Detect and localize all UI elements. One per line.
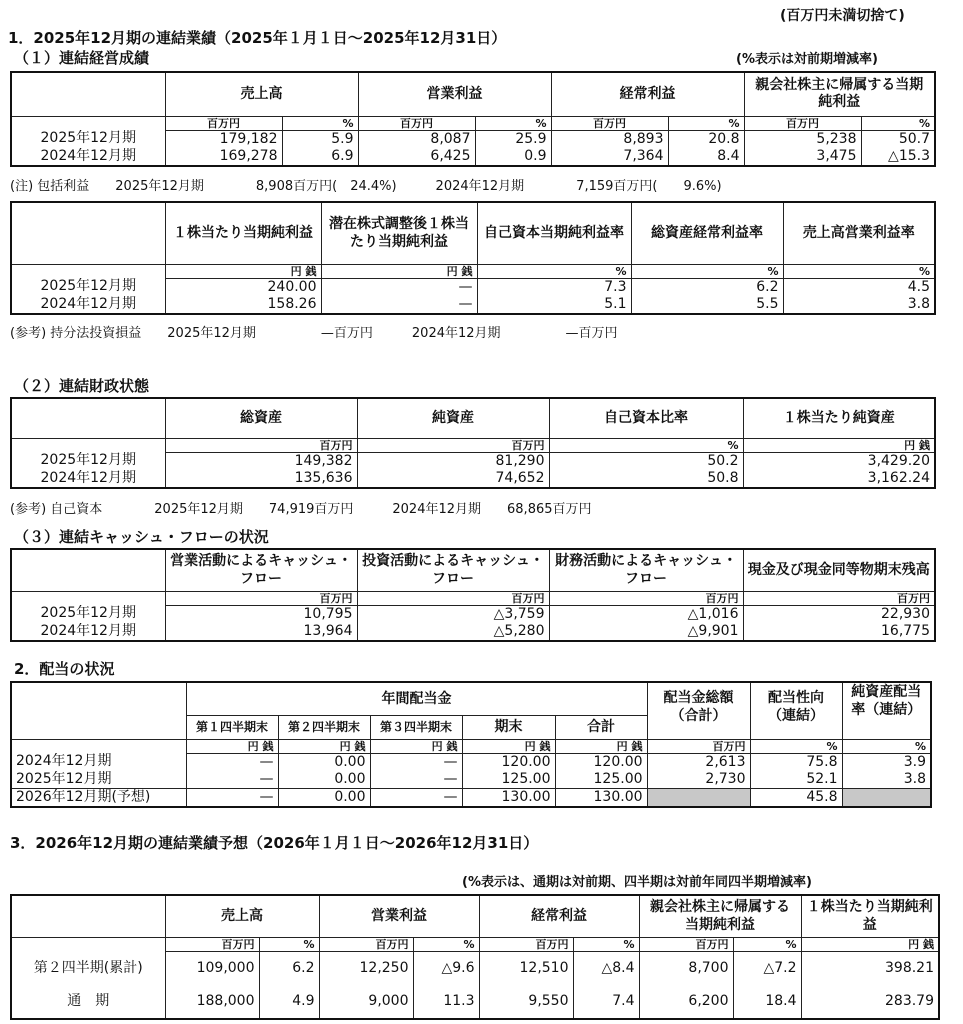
cell: 0.9	[475, 148, 551, 166]
cell: 81,290	[357, 452, 549, 470]
cell: 22,930	[743, 605, 935, 623]
row-label: 2024年12月期	[11, 148, 165, 166]
unit-cell: %	[477, 264, 631, 278]
header-year-end: 期末	[462, 715, 555, 739]
dividends-title: 2．配当の状況	[14, 660, 115, 678]
forecast-pct-note: (%表示は、通期は対前期、四半期は対前年同四半期増減率)	[462, 875, 812, 890]
operating-results-table	[10, 71, 936, 167]
unit-cell: %	[259, 937, 319, 951]
table-row	[11, 470, 935, 488]
financial-position-subtitle: （２）連結財政状態	[14, 377, 150, 395]
unit-cell: 百万円	[647, 739, 750, 753]
row-label: 2024年12月期	[11, 470, 165, 488]
cell: 6,425	[358, 148, 475, 166]
table-row	[11, 771, 931, 789]
cell: 3,429.20	[743, 452, 935, 470]
cell: 0.00	[278, 753, 370, 771]
cell: 3,475	[744, 148, 861, 166]
unit-cell: %	[631, 264, 783, 278]
header-q1: 第１四半期末	[186, 715, 278, 739]
table-row	[11, 951, 939, 985]
equity-method-note: (参考) 持分法投資損益 2025年12月期 —百万円 2024年12月期 —百万円	[10, 326, 618, 341]
header-operating-income: 営業利益	[358, 72, 551, 116]
cell: —	[186, 753, 278, 771]
cell: 179,182	[165, 130, 282, 148]
cell: 4.9	[259, 985, 319, 1019]
unit-cell: 円 銭	[321, 264, 477, 278]
comprehensive-income-note: (注) 包括利益 2025年12月期 8,908百万円( 24.4%) 2024年12月期 7,159百万円( 9.6%)	[10, 179, 722, 194]
section1-title: 1．2025年12月期の連結業績（2025年１月１日～2025年12月31日）	[8, 29, 507, 47]
cell: 50.8	[549, 470, 743, 488]
table-row	[11, 296, 935, 314]
header-eps: １株当たり当期純利益	[165, 202, 321, 264]
cell: 3.8	[842, 771, 931, 789]
cell-shaded	[647, 788, 750, 807]
unit-cell: %	[842, 739, 931, 753]
header-payout-ratio: 配当性向（連結）	[750, 682, 842, 739]
table-row	[11, 788, 931, 807]
unit-cell: 円 銭	[370, 739, 462, 753]
unit-cell: 百万円	[165, 438, 357, 452]
cell: 8,700	[639, 951, 733, 985]
header-blank	[11, 682, 186, 739]
header-net-assets: 純資産	[357, 398, 549, 438]
cell: 9,550	[479, 985, 573, 1019]
header-op-margin: 売上高営業利益率	[783, 202, 935, 264]
forecast-table	[10, 894, 940, 1020]
cell: 74,652	[357, 470, 549, 488]
cell: 9,000	[319, 985, 413, 1019]
table-row	[11, 130, 935, 148]
header-financing-cf: 財務活動によるキャッシュ・フロー	[549, 549, 743, 591]
cell: 10,795	[165, 605, 357, 623]
cell: 50.2	[549, 452, 743, 470]
header-sales: 売上高	[165, 72, 358, 116]
financial-position-table	[10, 397, 936, 489]
cell: 7.4	[573, 985, 639, 1019]
per-share-table	[10, 201, 936, 315]
cell: △1,016	[549, 605, 743, 623]
unit-cell: 百万円	[479, 937, 573, 951]
cell: 3.9	[842, 753, 931, 771]
unit-cell: 円 銭	[555, 739, 647, 753]
cell: —	[186, 771, 278, 789]
header-investing-cf: 投資活動によるキャッシュ・フロー	[357, 549, 549, 591]
unit-cell: 百万円	[165, 937, 259, 951]
cell: 2,613	[647, 753, 750, 771]
cell: —	[321, 278, 477, 296]
cell: 120.00	[555, 753, 647, 771]
unit-cell: 百万円	[165, 591, 357, 605]
row-label: 2024年12月期	[11, 623, 165, 641]
cell: 45.8	[750, 788, 842, 807]
header-ordinary-income: 経常利益	[551, 72, 744, 116]
header-eps: １株当たり当期純利益	[801, 895, 939, 937]
cell: —	[370, 753, 462, 771]
cell: —	[321, 296, 477, 314]
unit-cell: 百万円	[744, 116, 861, 130]
unit-cell: 百万円	[165, 116, 282, 130]
cell: 5.1	[477, 296, 631, 314]
cell: 109,000	[165, 951, 259, 985]
unit-cell: %	[668, 116, 744, 130]
header-blank	[11, 549, 165, 591]
cell: △9,901	[549, 623, 743, 641]
cell: 4.5	[783, 278, 935, 296]
header-ordinary-income: 経常利益	[479, 895, 639, 937]
header-net-income: 親会社株主に帰属する当期純利益	[744, 72, 935, 116]
unit-cell: 百万円	[357, 591, 549, 605]
header-roa: 総資産経常利益率	[631, 202, 783, 264]
cell: 16,775	[743, 623, 935, 641]
cell: 8.4	[668, 148, 744, 166]
unit-cell: %	[282, 116, 358, 130]
row-label: 2025年12月期	[11, 605, 165, 623]
table-row	[11, 753, 931, 771]
cash-flow-table	[10, 548, 936, 642]
header-total-assets: 総資産	[165, 398, 357, 438]
cell: —	[370, 771, 462, 789]
cell: 6,200	[639, 985, 733, 1019]
shareholders-equity-note: (参考) 自己資本 2025年12月期 74,919百万円 2024年12月期 68,865百万円	[10, 502, 592, 517]
header-roe: 自己資本当期純利益率	[477, 202, 631, 264]
cell: 3.8	[783, 296, 935, 314]
unit-cell: %	[733, 937, 801, 951]
cell-shaded	[842, 788, 931, 807]
row-label: 2025年12月期	[11, 278, 165, 296]
cell: 6.9	[282, 148, 358, 166]
cell: 18.4	[733, 985, 801, 1019]
header-dividend-total: 配当金総額（合計）	[647, 682, 750, 739]
dividends-table	[10, 681, 932, 808]
unit-cell: 百万円	[639, 937, 733, 951]
row-label: 2024年12月期	[11, 753, 186, 771]
header-equity-ratio: 自己資本比率	[549, 398, 743, 438]
cell: 5.5	[631, 296, 783, 314]
table-row	[11, 452, 935, 470]
cell: △3,759	[357, 605, 549, 623]
header-doe: 純資産配当率（連結）	[842, 682, 931, 739]
unit-cell: %	[783, 264, 935, 278]
cell: 240.00	[165, 278, 321, 296]
row-label: 2026年12月期(予想)	[11, 788, 186, 807]
cell: 8,893	[551, 130, 668, 148]
cell: 0.00	[278, 788, 370, 807]
cell: 5,238	[744, 130, 861, 148]
header-annual-dividends: 年間配当金	[186, 682, 647, 715]
unit-cell: %	[861, 116, 935, 130]
cell: 11.3	[413, 985, 479, 1019]
pct-note: (%表示は対前期増減率)	[736, 52, 878, 67]
cell: 7,364	[551, 148, 668, 166]
cell: —	[186, 788, 278, 807]
unit-note: (百万円未満切捨て)	[780, 8, 905, 24]
cell: 149,382	[165, 452, 357, 470]
cell: 398.21	[801, 951, 939, 985]
cell: 130.00	[462, 788, 555, 807]
cell: 130.00	[555, 788, 647, 807]
header-blank	[11, 202, 165, 264]
cell: 8,087	[358, 130, 475, 148]
unit-cell: %	[573, 937, 639, 951]
cell: 2,730	[647, 771, 750, 789]
unit-cell: 百万円	[357, 438, 549, 452]
cash-flow-subtitle: （３）連結キャッシュ・フローの状況	[14, 528, 269, 546]
table-row	[11, 148, 935, 166]
cell: 52.1	[750, 771, 842, 789]
cell: 5.9	[282, 130, 358, 148]
cell: △8.4	[573, 951, 639, 985]
table-row	[11, 623, 935, 641]
header-bps: １株当たり純資産	[743, 398, 935, 438]
row-label: 2025年12月期	[11, 771, 186, 789]
cell: 0.00	[278, 771, 370, 789]
row-label: 2025年12月期	[11, 452, 165, 470]
header-net-income: 親会社株主に帰属する当期純利益	[639, 895, 801, 937]
unit-cell: %	[413, 937, 479, 951]
table-row	[11, 278, 935, 296]
header-operating-cf: 営業活動によるキャッシュ・フロー	[165, 549, 357, 591]
cell: 12,510	[479, 951, 573, 985]
unit-cell: 円 銭	[186, 739, 278, 753]
row-label: 2024年12月期	[11, 296, 165, 314]
cell: 7.3	[477, 278, 631, 296]
header-sales: 売上高	[165, 895, 319, 937]
cell: —	[370, 788, 462, 807]
forecast-title: 3．2026年12月期の連結業績予想（2026年１月１日～2026年12月31日）	[10, 834, 539, 852]
header-operating-income: 営業利益	[319, 895, 479, 937]
cell: 75.8	[750, 753, 842, 771]
operating-results-subtitle: （１）連結経営成績	[14, 49, 150, 67]
header-blank	[11, 895, 165, 937]
unit-cell: 百万円	[549, 591, 743, 605]
cell: 6.2	[631, 278, 783, 296]
cell: △15.3	[861, 148, 935, 166]
header-total: 合計	[555, 715, 647, 739]
cell: 158.26	[165, 296, 321, 314]
table-row	[11, 605, 935, 623]
header-q2: 第２四半期末	[278, 715, 370, 739]
cell: 6.2	[259, 951, 319, 985]
unit-cell: 円 銭	[743, 438, 935, 452]
cell: △5,280	[357, 623, 549, 641]
cell: △9.6	[413, 951, 479, 985]
header-q3: 第３四半期末	[370, 715, 462, 739]
cell: 13,964	[165, 623, 357, 641]
table-row	[11, 985, 939, 1019]
row-label: 2025年12月期	[11, 130, 165, 148]
row-label: 通 期	[11, 985, 165, 1019]
cell: 20.8	[668, 130, 744, 148]
cell: 25.9	[475, 130, 551, 148]
unit-cell: 百万円	[358, 116, 475, 130]
cell: 169,278	[165, 148, 282, 166]
cell: 3,162.24	[743, 470, 935, 488]
unit-cell: 百万円	[319, 937, 413, 951]
unit-cell: 百万円	[743, 591, 935, 605]
cell: 120.00	[462, 753, 555, 771]
header-diluted-eps: 潜在株式調整後１株当たり当期純利益	[321, 202, 477, 264]
row-label: 第２四半期(累計)	[11, 951, 165, 985]
cell: 12,250	[319, 951, 413, 985]
cell: 125.00	[555, 771, 647, 789]
cell: 135,636	[165, 470, 357, 488]
cell: 188,000	[165, 985, 259, 1019]
header-blank	[11, 398, 165, 438]
unit-cell: 円 銭	[462, 739, 555, 753]
unit-cell: %	[549, 438, 743, 452]
unit-cell: 円 銭	[165, 264, 321, 278]
cell: 50.7	[861, 130, 935, 148]
cell: 125.00	[462, 771, 555, 789]
unit-cell: 円 銭	[801, 937, 939, 951]
header-blank	[11, 72, 165, 116]
header-cash-balance: 現金及び現金同等物期末残高	[743, 549, 935, 591]
cell: 283.79	[801, 985, 939, 1019]
unit-cell: %	[750, 739, 842, 753]
unit-cell: 円 銭	[278, 739, 370, 753]
cell: △7.2	[733, 951, 801, 985]
unit-cell: 百万円	[551, 116, 668, 130]
unit-cell: %	[475, 116, 551, 130]
